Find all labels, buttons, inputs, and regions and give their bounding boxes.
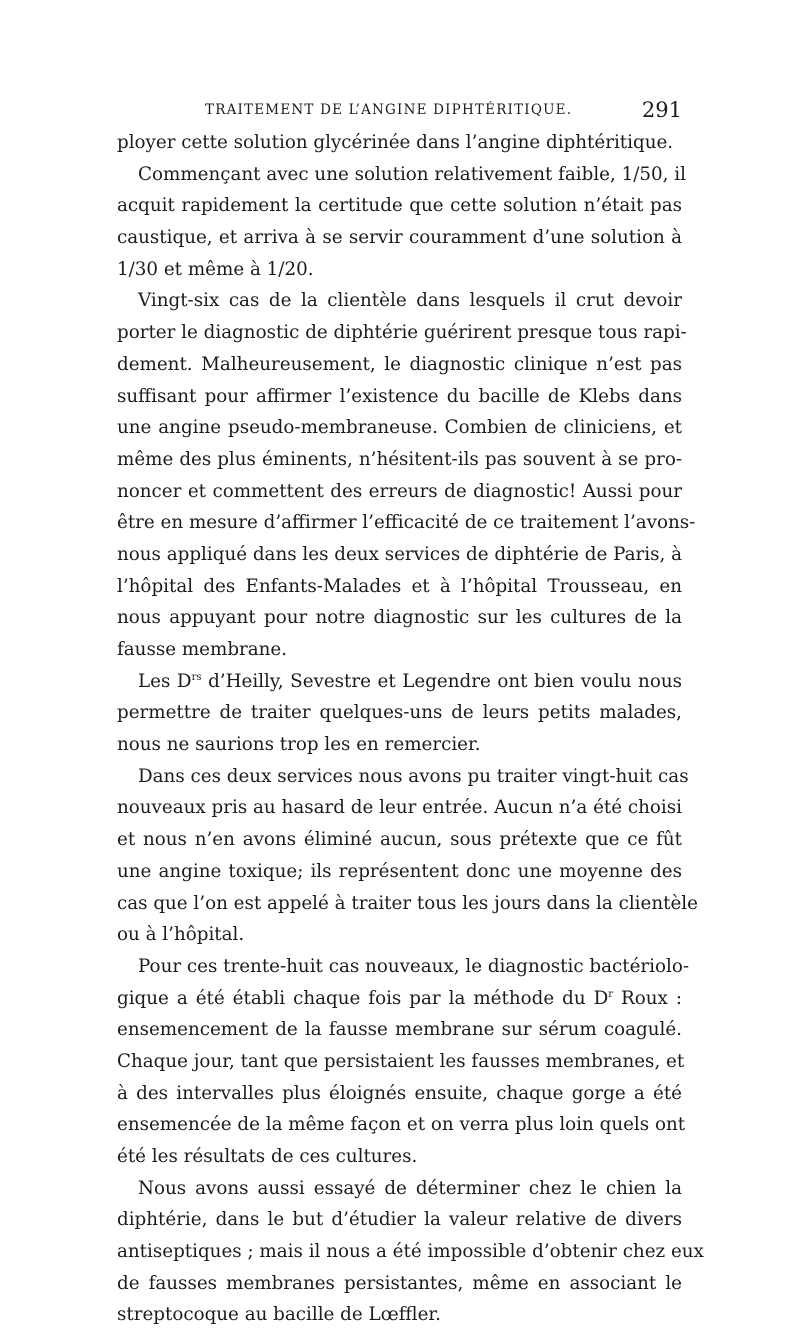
text-line: même des plus éminents, n’hésitent-ils pas souvent à se pro- [117, 448, 682, 470]
text-line [117, 666, 682, 698]
text-fragment: Les D [138, 670, 192, 692]
text-fragment: d’Heilly, Sevestre et Legendre ont bien voulu nous [201, 670, 682, 692]
text-line: de fausses membranes persistantes, même en associant le [117, 1272, 682, 1294]
text-line: nous ne saurions trop les en remercier. [117, 734, 481, 756]
text-line: Commençant avec une solution relativement faible, 1/50, il [138, 163, 686, 185]
text-line: fausse membrane. [117, 639, 288, 660]
text-line: été les résultats de ces cultures. [117, 1146, 418, 1167]
text-line: cas que l’on est appelé à traiter tous les jours dans la clientèle [117, 892, 698, 914]
text-line: caustique, et arriva à se servir couramment d’une solution à [117, 227, 682, 249]
superscript: r [608, 988, 614, 1000]
text-line: 1/30 et même à 1/20. [117, 258, 314, 280]
superscript: rs [191, 671, 202, 683]
text-line: nous appuyant pour notre diagnostic sur les cultures de la [117, 607, 682, 629]
text-line: diphtérie, dans le but d’étudier la valeur relative de divers [117, 1209, 682, 1231]
text-line: Chaque jour, tant que persistaient les fausses membranes, et [117, 1050, 685, 1072]
text-line: ensemencée de la même façon et on verra plus loin quels ont [117, 1114, 686, 1136]
text-line: suffisant pour affirmer l’existence du bacille de Klebs dans [117, 385, 682, 407]
text-line: noncer et commettent des erreurs de diagnostic! Aussi pour [117, 480, 682, 502]
text-line: Pour ces trente-huit cas nouveaux, le diagnostic bactériolo- [138, 955, 690, 977]
text-line: être en mesure d’affirmer l’efficacité de ce traitement l’avons- [117, 512, 696, 534]
running-title: TRAITEMENT DE L’ANGINE DIPHTÉRITIQUE. [205, 102, 573, 118]
text-line: à des intervalles plus éloignés ensuite, chaque gorge a été [117, 1082, 682, 1104]
text-line: ployer cette solution glycérinée dans l’angine diphtéritique. [117, 132, 674, 153]
text-line: permettre de traiter quelques-uns de leurs petits malades, [117, 702, 682, 724]
text-line: nouveaux pris au hasard de leur entrée. Aucun n’a été choisi [117, 797, 682, 819]
running-header [117, 98, 682, 124]
text-line: Vingt-six cas de la clientèle dans lesquels il crut devoir [138, 290, 682, 312]
page-number: 291 [641, 98, 682, 122]
text-line: Nous avons aussi essayé de déterminer chez le chien la [138, 1177, 682, 1199]
text-fragment: Roux : [613, 987, 682, 1009]
text-fragment: gique a été établi chaque fois par la méthode du D [117, 987, 609, 1009]
text-line: une angine pseudo-membraneuse. Combien de cliniciens, et [117, 417, 682, 439]
text-line: nous appliqué dans les deux services de diphtérie de Paris, à [117, 543, 682, 565]
text-line: antiseptiques ; mais il nous a été impossible d’obtenir chez eux [117, 1241, 704, 1263]
text-line: l’hôpital des Enfants-Malades et à l’hôpital Trousseau, en [117, 575, 682, 597]
text-line: streptocoque au bacille de Lœffler. [117, 1304, 441, 1326]
text-line: porter le diagnostic de diphtérie guérirent presque tous rapi- [117, 322, 687, 344]
text-line: acquit rapidement la certitude que cette solution n’était pas [117, 195, 682, 217]
text-line: Dans ces deux services nous avons pu traiter vingt-huit cas [138, 765, 689, 787]
text-line [117, 983, 682, 1015]
text-line: et nous n’en avons éliminé aucun, sous prétexte que ce fût [117, 829, 682, 851]
text-line: dement. Malheureusement, le diagnostic clinique n’est pas [117, 353, 682, 375]
body-text [117, 127, 704, 1331]
text-line: une angine toxique; ils représentent donc une moyenne des [117, 860, 682, 882]
text-line: ou à l’hôpital. [117, 924, 245, 946]
text-line: ensemencement de la fausse membrane sur sérum coagulé. [117, 1019, 682, 1041]
